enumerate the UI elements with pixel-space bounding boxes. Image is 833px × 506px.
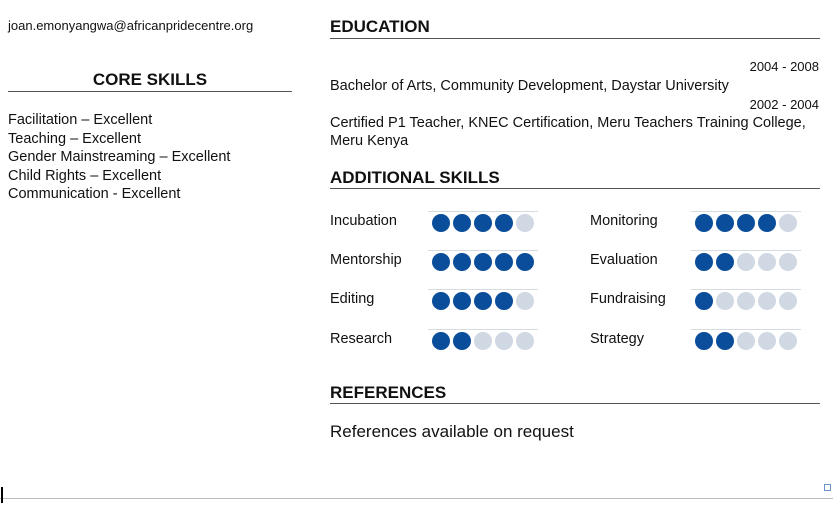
education-entry: Certified P1 Teacher, KNEC Certification, Meru Teachers Training College, Meru Kenya	[330, 115, 806, 149]
rating-dot-filled-icon	[695, 214, 713, 232]
skill-rating	[432, 292, 534, 310]
rating-dot-empty-icon	[779, 292, 797, 310]
skill-label: Monitoring	[590, 213, 658, 229]
skill-label: Mentorship	[330, 252, 402, 268]
core-skills-divider	[8, 91, 292, 92]
rating-dot-filled-icon	[516, 253, 534, 271]
education-years: 2004 - 2008	[749, 59, 819, 74]
rating-dot-empty-icon	[516, 332, 534, 350]
rating-dot-filled-icon	[432, 292, 450, 310]
rating-dot-empty-icon	[758, 332, 776, 350]
references-text: References available on request	[330, 422, 574, 441]
references-divider	[330, 403, 820, 404]
rating-dot-filled-icon	[432, 253, 450, 271]
skill-label: Evaluation	[590, 252, 658, 268]
rating-dot-empty-icon	[516, 214, 534, 232]
rating-dot-filled-icon	[716, 332, 734, 350]
skill-rating-guide	[428, 329, 538, 330]
rating-dot-empty-icon	[779, 214, 797, 232]
additional-skills-divider	[330, 188, 820, 189]
rating-dot-empty-icon	[495, 332, 513, 350]
additional-skills-title: ADDITIONAL SKILLS	[330, 168, 500, 187]
skill-rating	[695, 214, 797, 232]
skill-rating	[695, 253, 797, 271]
rating-dot-filled-icon	[474, 253, 492, 271]
rating-dot-filled-icon	[716, 253, 734, 271]
core-skill-item: Communication - Excellent	[8, 186, 181, 202]
core-skills-list	[8, 111, 230, 204]
education-title: EDUCATION	[330, 17, 430, 36]
rating-dot-filled-icon	[758, 214, 776, 232]
rating-dot-empty-icon	[779, 332, 797, 350]
rating-dot-filled-icon	[432, 332, 450, 350]
education-years: 2002 - 2004	[749, 97, 819, 112]
skill-rating-guide	[428, 289, 538, 290]
education-entry: Bachelor of Arts, Community Development, Daystar University	[330, 78, 729, 94]
rating-dot-filled-icon	[432, 214, 450, 232]
core-skills-title: CORE SKILLS	[92, 70, 208, 89]
core-skill-item: Child Rights – Excellent	[8, 167, 162, 184]
page-bottom-border	[0, 498, 833, 499]
rating-dot-filled-icon	[453, 253, 471, 271]
rating-dot-filled-icon	[695, 332, 713, 350]
rating-dot-filled-icon	[495, 292, 513, 310]
rating-dot-filled-icon	[474, 292, 492, 310]
skill-rating-guide	[691, 329, 801, 330]
skill-label: Editing	[330, 291, 375, 307]
rating-dot-empty-icon	[516, 292, 534, 310]
skill-rating-guide	[428, 250, 538, 251]
skill-rating-guide	[691, 289, 801, 290]
skill-rating	[432, 253, 534, 271]
skill-label: Fundraising	[590, 291, 666, 307]
education-divider	[330, 38, 820, 39]
skill-rating	[432, 332, 534, 350]
rating-dot-filled-icon	[453, 214, 471, 232]
contact-email: joan.emonyangwa@africanpridecentre.org	[8, 18, 254, 33]
rating-dot-empty-icon	[737, 253, 755, 271]
rating-dot-empty-icon	[758, 292, 776, 310]
rating-dot-filled-icon	[695, 292, 713, 310]
rating-dot-filled-icon	[716, 214, 734, 232]
rating-dot-empty-icon	[779, 253, 797, 271]
rating-dot-filled-icon	[495, 214, 513, 232]
rating-dot-empty-icon	[474, 332, 492, 350]
skill-rating-guide	[691, 250, 801, 251]
skill-rating-guide	[691, 211, 801, 212]
rating-dot-empty-icon	[737, 292, 755, 310]
skill-rating	[695, 332, 797, 350]
rating-dot-empty-icon	[737, 332, 755, 350]
core-skill-item: Facilitation – Excellent	[8, 112, 153, 128]
core-skill-item: Gender Mainstreaming – Excellent	[8, 149, 231, 165]
rating-dot-filled-icon	[695, 253, 713, 271]
resize-handle-icon[interactable]	[824, 484, 831, 491]
skill-rating	[432, 214, 534, 232]
skill-label: Incubation	[330, 213, 397, 229]
skill-label: Research	[330, 331, 393, 347]
references-title: REFERENCES	[330, 383, 447, 402]
core-skill-item: Teaching – Excellent	[8, 130, 141, 147]
skill-rating	[695, 292, 797, 310]
skill-label: Strategy	[590, 331, 644, 347]
rating-dot-filled-icon	[495, 253, 513, 271]
rating-dot-filled-icon	[737, 214, 755, 232]
rating-dot-empty-icon	[758, 253, 776, 271]
skill-rating-guide	[428, 211, 538, 212]
rating-dot-empty-icon	[716, 292, 734, 310]
text-cursor	[1, 487, 3, 503]
rating-dot-filled-icon	[474, 214, 492, 232]
rating-dot-filled-icon	[453, 332, 471, 350]
rating-dot-filled-icon	[453, 292, 471, 310]
